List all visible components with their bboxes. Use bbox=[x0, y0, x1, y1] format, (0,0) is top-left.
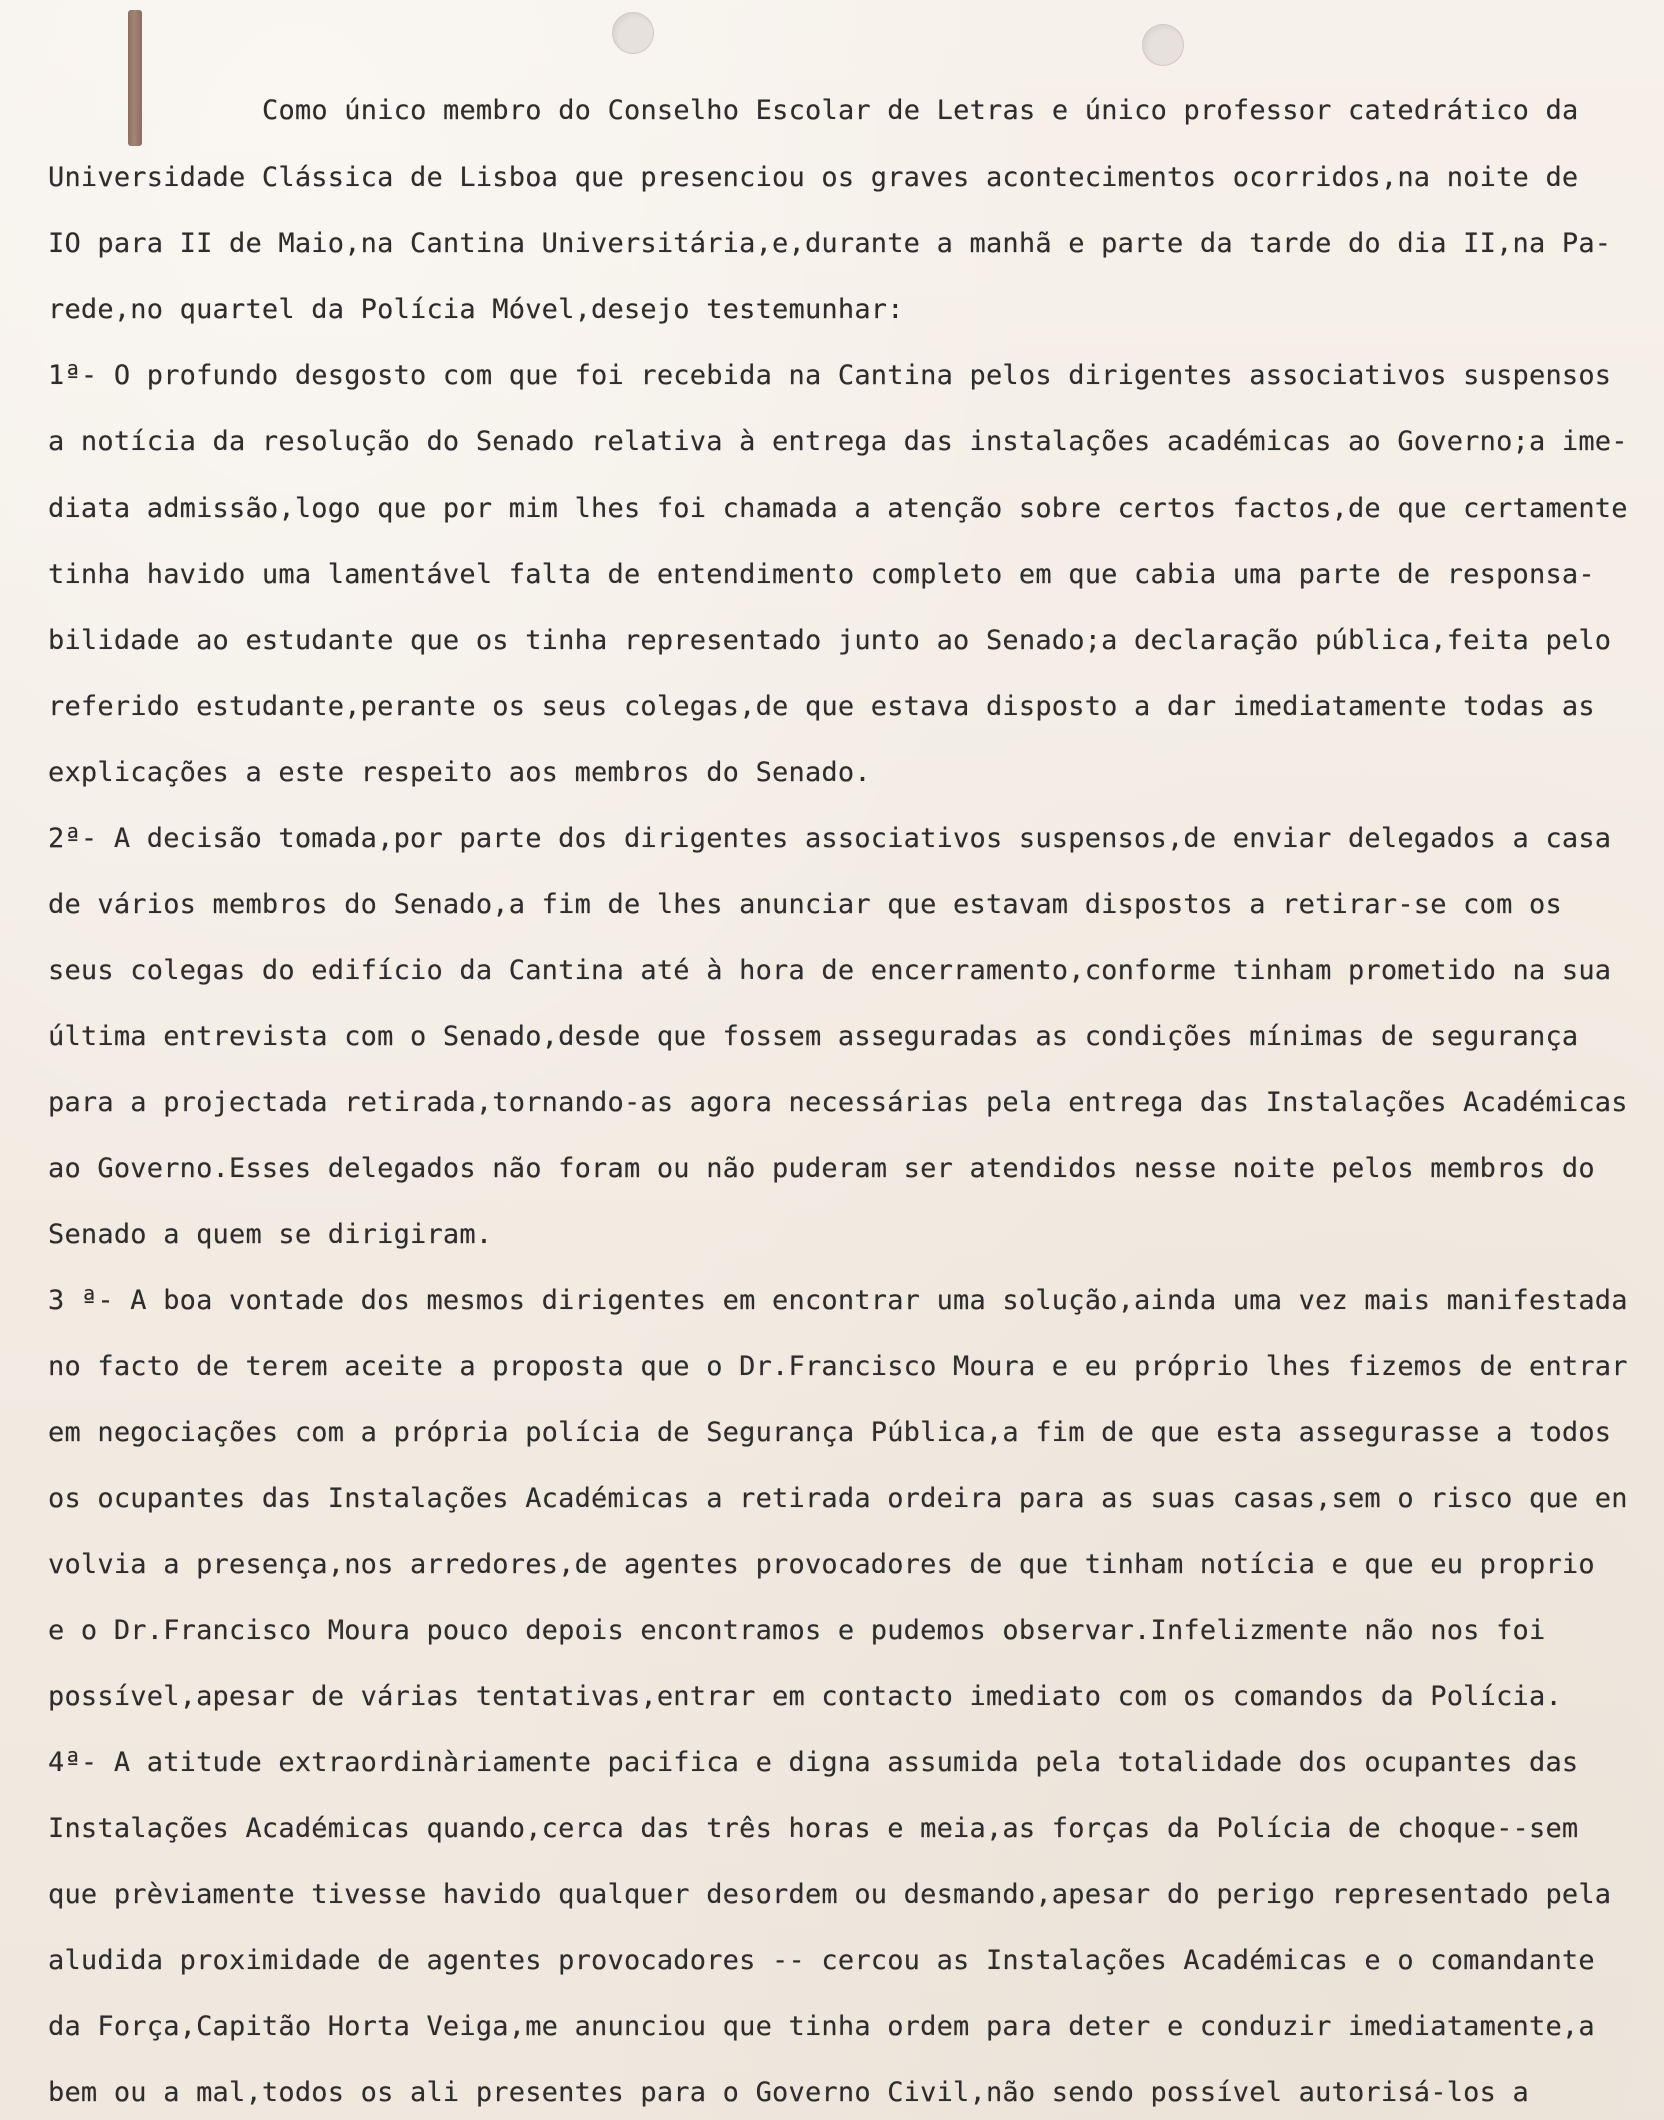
document-line: IO para II de Maio,na Cantina Universitária,e,durante a manhã e parte da tarde do dia II,na Pa- bbox=[48, 228, 1612, 259]
document-line: para a projectada retirada,tornando-as agora necessárias pela entrega das Instalações Académicas bbox=[48, 1087, 1628, 1118]
document-line: de vários membros do Senado,a fim de lhes anunciar que estavam dispostos a retirar-se com os bbox=[48, 889, 1562, 920]
document-line: referido estudante,perante os seus colegas,de que estava disposto a dar imediatamente todas as bbox=[48, 691, 1595, 722]
document-line: bem ou a mal,todos os ali presentes para o Governo Civil,não sendo possível autorisá-los a bbox=[48, 2077, 1529, 2108]
document-line: última entrevista com o Senado,desde que fossem asseguradas as condições mínimas de segurança bbox=[48, 1021, 1579, 1052]
punch-hole bbox=[1142, 24, 1184, 66]
document-line: tinha havido uma lamentável falta de entendimento completo em que cabia uma parte de responsa- bbox=[48, 559, 1595, 590]
document-line: em negociações com a própria polícia de Segurança Pública,a fim de que esta assegurasse a todos bbox=[48, 1417, 1612, 1448]
document-line: 3 ª- A boa vontade dos mesmos dirigentes em encontrar uma solução,ainda uma vez mais manifestada bbox=[48, 1285, 1628, 1316]
document-line: Instalações Académicas quando,cerca das três horas e meia,as forças da Polícia de choque--sem bbox=[48, 1813, 1579, 1844]
document-line: 4ª- A atitude extraordinàriamente pacifica e digna assumida pela totalidade dos ocupantes das bbox=[48, 1747, 1579, 1778]
document-line: possível,apesar de várias tentativas,entrar em contacto imediato com os comandos da Polícia. bbox=[48, 1681, 1562, 1712]
document-line: Universidade Clássica de Lisboa que presenciou os graves acontecimentos ocorridos,na noite de bbox=[48, 162, 1579, 193]
document-line: volvia a presença,nos arredores,de agentes provocadores de que tinham notícia e que eu proprio bbox=[48, 1549, 1595, 1580]
document-line: a notícia da resolução do Senado relativa à entrega das instalações académicas ao Governo;a ime- bbox=[48, 426, 1628, 457]
document-line: 1ª- O profundo desgosto com que foi recebida na Cantina pelos dirigentes associativos suspensos bbox=[48, 360, 1612, 391]
document-line: que prèviamente tivesse havido qualquer desordem ou desmando,apesar do perigo representado pela bbox=[48, 1879, 1612, 1910]
document-line: bilidade ao estudante que os tinha representado junto ao Senado;a declaração pública,feita pelo bbox=[48, 625, 1612, 656]
document-line: os ocupantes das Instalações Académicas a retirada ordeira para as suas casas,sem o risco que en bbox=[48, 1483, 1628, 1514]
punch-hole bbox=[612, 12, 654, 54]
document-line: aludida proximidade de agentes provocadores -- cercou as Instalações Académicas e o comandante bbox=[48, 1945, 1595, 1976]
document-line: no facto de terem aceite a proposta que o Dr.Francisco Moura e eu próprio lhes fizemos de entrar bbox=[48, 1351, 1628, 1382]
document-line: e o Dr.Francisco Moura pouco depois encontramos e pudemos observar.Infelizmente não nos foi bbox=[48, 1615, 1546, 1646]
staple-mark bbox=[128, 10, 142, 146]
document-line: rede,no quartel da Polícia Móvel,desejo testemunhar: bbox=[48, 294, 904, 325]
document-line: ao Governo.Esses delegados não foram ou não puderam ser atendidos nesse noite pelos membros do bbox=[48, 1153, 1595, 1184]
document-line: Senado a quem se dirigiram. bbox=[48, 1219, 493, 1250]
document-line: diata admissão,logo que por mim lhes foi chamada a atenção sobre certos factos,de que certamente bbox=[48, 493, 1628, 524]
document-line: explicações a este respeito aos membros do Senado. bbox=[48, 757, 871, 788]
document-line: Como único membro do Conselho Escolar de Letras e único professor catedrático da bbox=[262, 95, 1579, 126]
document-line: 2ª- A decisão tomada,por parte dos dirigentes associativos suspensos,de enviar delegados a casa bbox=[48, 823, 1612, 854]
document-line: seus colegas do edifício da Cantina até à hora de encerramento,conforme tinham prometido na sua bbox=[48, 955, 1612, 986]
document-line: da Força,Capitão Horta Veiga,me anunciou que tinha ordem para deter e conduzir imediatamente,a bbox=[48, 2011, 1595, 2042]
